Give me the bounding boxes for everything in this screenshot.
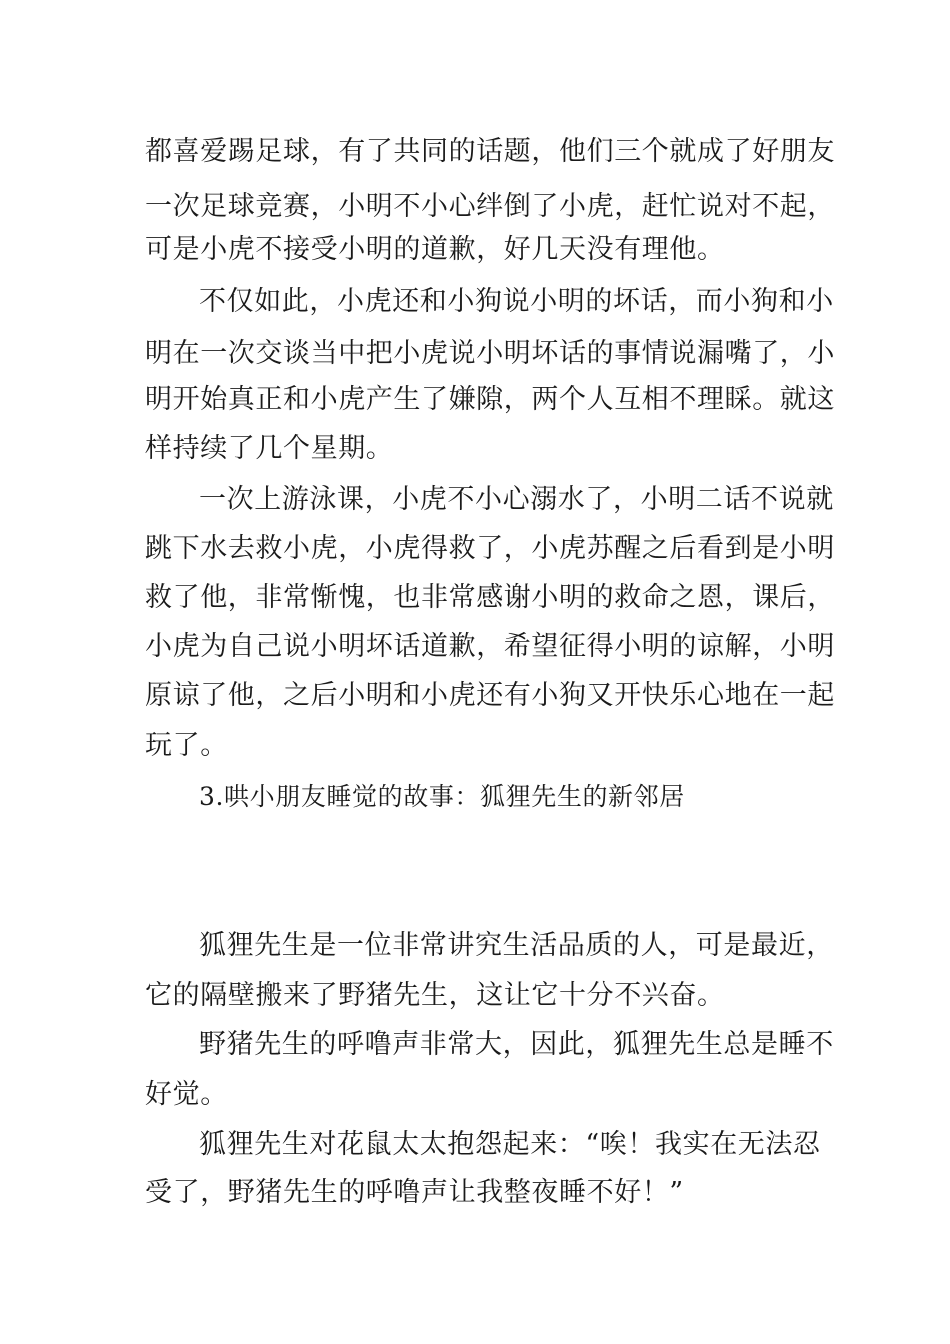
text-line: 都喜爱踢足球，有了共同的话题，他们三个就成了好朋友	[145, 136, 835, 167]
text-line: 受了，野猪先生的呼噜声让我整夜睡不好！”	[145, 1177, 684, 1208]
text-line: 可是小虎不接受小明的道歉，好几天没有理他。	[145, 234, 725, 265]
paragraph-first-line: 一次上游泳课，小虎不小心溺水了，小明二话不说就	[199, 484, 834, 515]
text-line: 玩了。	[145, 730, 228, 761]
text-line: 跳下水去救小虎，小虎得救了，小虎苏醒之后看到是小明	[145, 533, 835, 564]
paragraph-first-line: 狐狸先生是一位非常讲究生活品质的人，可是最近，	[199, 930, 834, 961]
paragraph-first-line: 狐狸先生对花鼠太太抱怨起来：“唉！我实在无法忍	[199, 1129, 821, 1160]
paragraph-first-line: 野猪先生的呼噜声非常大，因此，狐狸先生总是睡不	[199, 1029, 834, 1060]
text-line: 一次足球竞赛，小明不小心绊倒了小虎，赶忙说对不起，	[145, 191, 835, 222]
section-heading: 3.哄小朋友睡觉的故事：狐狸先生的新邻居	[199, 782, 685, 811]
text-line: 原谅了他，之后小明和小虎还有小狗又开快乐心地在一起	[145, 680, 835, 711]
text-line: 小虎为自己说小明坏话道歉，希望征得小明的谅解，小明	[145, 631, 835, 662]
text-line: 救了他，非常惭愧，也非常感谢小明的救命之恩，课后，	[145, 582, 835, 613]
text-line: 好觉。	[145, 1079, 228, 1110]
text-line: 它的隔壁搬来了野猪先生，这让它十分不兴奋。	[145, 980, 725, 1011]
text-line: 明在一次交谈当中把小虎说小明坏话的事情说漏嘴了，小	[145, 338, 835, 369]
text-line: 明开始真正和小虎产生了嫌隙，两个人互相不理睬。就这	[145, 384, 835, 415]
text-line: 样持续了几个星期。	[145, 433, 394, 464]
paragraph-first-line: 不仅如此，小虎还和小狗说小明的坏话，而小狗和小	[199, 286, 834, 317]
